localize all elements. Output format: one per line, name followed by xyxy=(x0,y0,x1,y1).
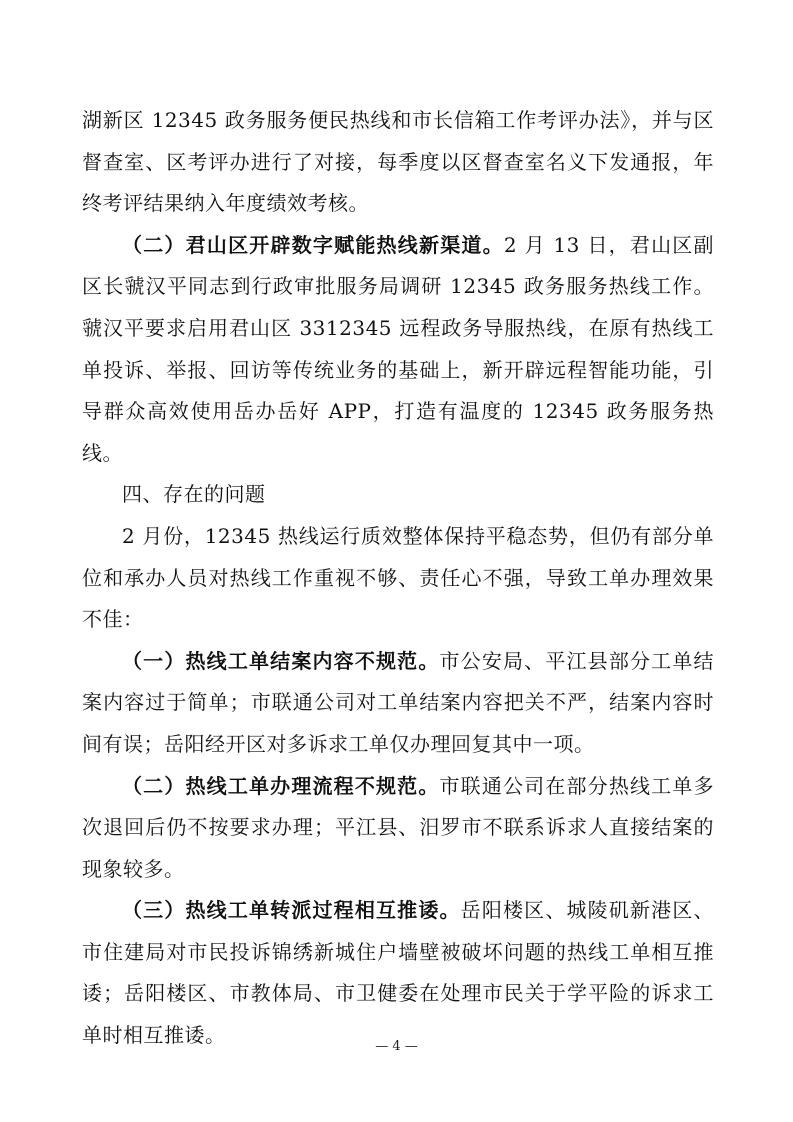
document-body xyxy=(82,100,714,1057)
page-number: — 4 — xyxy=(375,1039,418,1054)
issue-item xyxy=(82,641,714,766)
paragraph-junshan xyxy=(82,225,714,475)
issue-text: 岳阳楼区、城陵矶新港区、市住建局对市民投诉锦绣新城住户墙壁被破坏问题的热线工单相互推诿；岳阳楼区、市教体局、市卫健委在处理市民关于学平险的诉求工单时相互推诿。 xyxy=(82,898,715,1048)
issue-item xyxy=(82,890,714,1056)
issue-text: 市公安局、平江县部分工单结案内容过于简单；市联通公司对工单结案内容把关不严，结案内容时间有误；岳阳经开区对多诉求工单仅办理回复其中一项。 xyxy=(82,648,714,756)
issue-lead: （一）热线工单结案内容不规范。 xyxy=(122,648,440,673)
paragraph-continuation xyxy=(82,100,714,225)
paragraph-text: 2 月 13 日，君山区副区长虢汉平同志到行政审批服务局调研 12345 政务服务热线工作。虢汉平要求启用君山区 3312345 远程政务导服热线，在原有热线工单投诉、举报、回访等传统业务的基础上，新开辟远程智能功能，引导群众高效使用岳办岳好 APP，打造有温度的 12345 政务服务热线。 xyxy=(82,232,715,465)
issue-lead: （二）热线工单办理流程不规范。 xyxy=(122,773,440,798)
issue-text: 市联通公司在部分热线工单多次退回后仍不按要求办理；平江县、汨罗市不联系诉求人直接结案的现象较多。 xyxy=(82,773,714,881)
section-heading: 四、存在的问题 xyxy=(122,482,266,507)
paragraph-text: 湖新区 12345 政务服务便民热线和市长信箱工作考评办法》，并与区督查室、区考评办进行了对接，每季度以区督查室名义下发通报，年终考评结果纳入年度绩效考核。 xyxy=(82,108,714,216)
paragraph-lead: （二）君山区开辟数字赋能热线新渠道。 xyxy=(122,232,504,257)
issue-lead: （三）热线工单转派过程相互推诿。 xyxy=(122,898,461,923)
issue-item xyxy=(82,766,714,891)
section-intro: 2 月份，12345 热线运行质效整体保持平稳态势，但仍有部分单位和承办人员对热线工作重视不够、责任心不强，导致工单办理效果不佳： xyxy=(82,523,714,632)
